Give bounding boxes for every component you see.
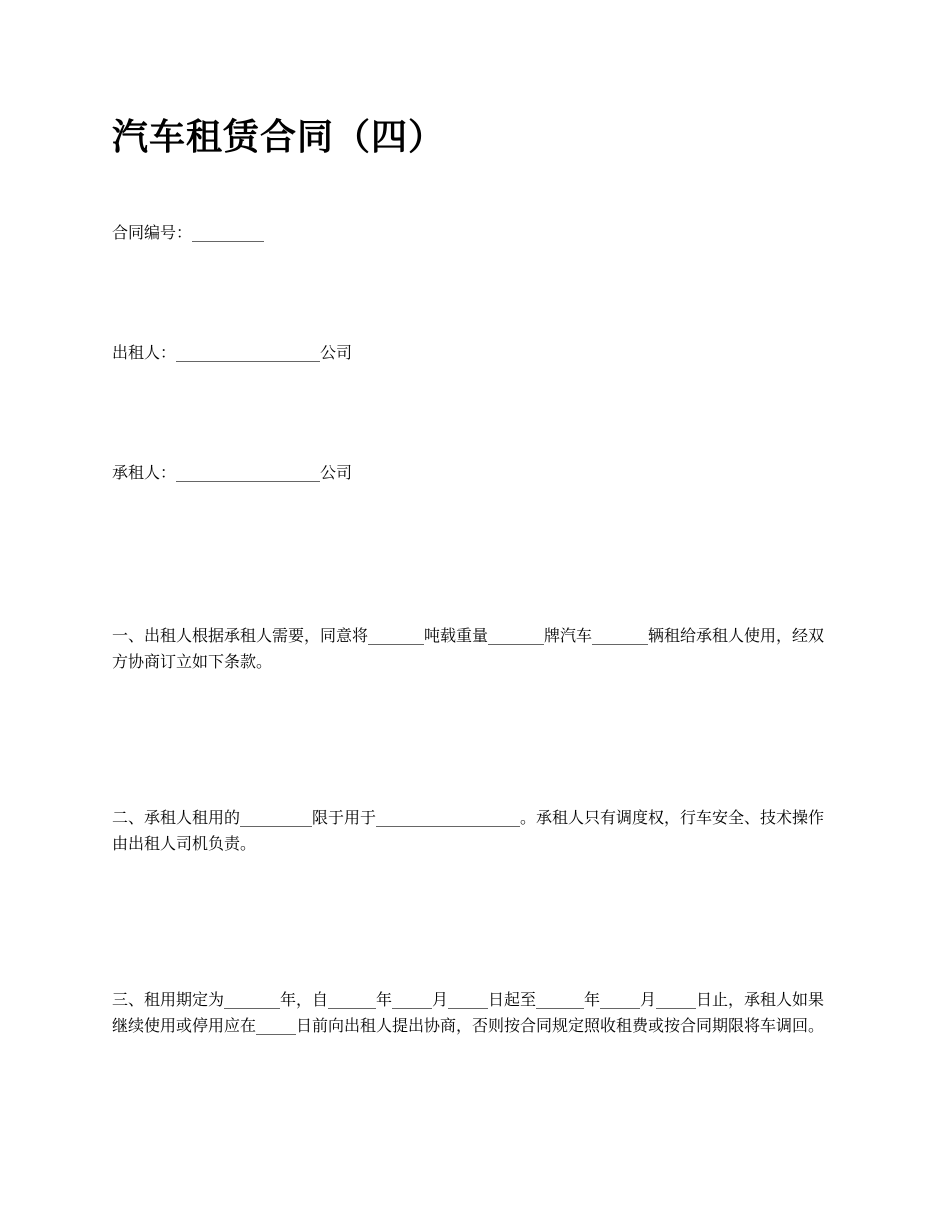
document-title: 汽车租赁合同（四）	[112, 116, 446, 158]
clause-1-paragraph: 一、出租人根据承租人需要，同意将_______吨载重量_______牌汽车_______辆租给承租人使用，经双方协商订立如下条款。	[112, 626, 825, 671]
clause-3-paragraph: 三、租用期定为_______年，自______年_____月_____日起至______年_____月_____日止，承租人如果继续使用或停用应在_____日前向出租人提出协商，否则按合同规定照收租费或按合同期限将车调回。	[112, 990, 825, 1035]
clause-2-paragraph: 二、承租人租用的_________限于用于__________________。承租人只有调度权，行车安全、技术操作由出租人司机负责。	[112, 808, 825, 853]
lessee-line: 承租人：__________________公司	[112, 463, 353, 482]
lessor-line: 出租人：__________________公司	[112, 343, 353, 362]
contract-number-line: 合同编号：_________	[112, 223, 265, 242]
